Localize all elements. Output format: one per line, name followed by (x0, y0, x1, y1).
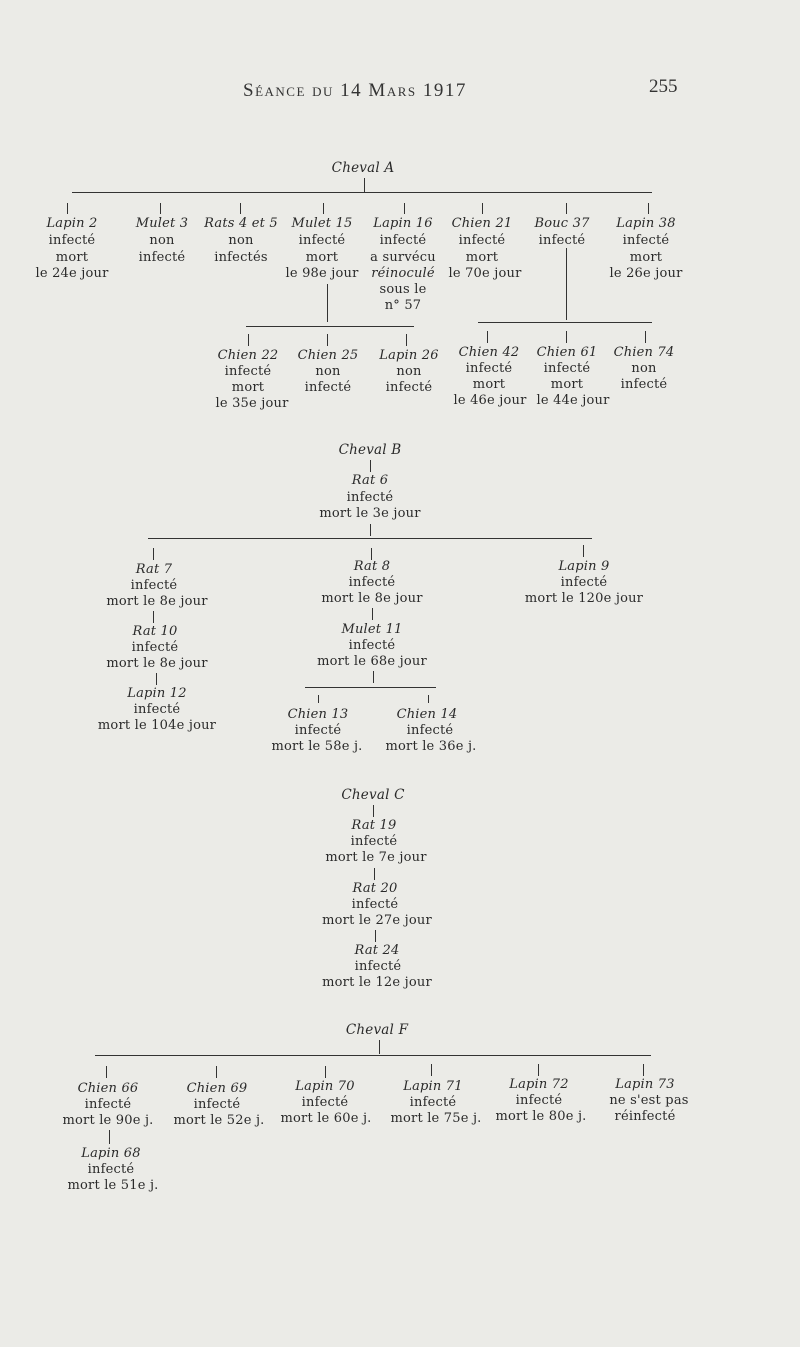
animal-name: Lapin 73 (615, 1077, 675, 1092)
status-text: mort (305, 250, 339, 265)
tick-line (240, 203, 241, 214)
status-text: non (315, 364, 341, 379)
root-label: Cheval F (345, 1022, 409, 1038)
status-text: infecté (84, 1097, 132, 1112)
tick-line (318, 695, 319, 703)
status-text: mort le 90e j. (62, 1113, 154, 1128)
running-header: Séance du 14 Mars 1917 (243, 80, 467, 101)
tick-line (643, 1064, 644, 1076)
connector-line (372, 608, 373, 620)
tick-line (216, 1066, 217, 1078)
connector-line (374, 868, 375, 880)
animal-name: Lapin 71 (403, 1079, 463, 1094)
status-text: infecté (620, 377, 668, 392)
tick-line (566, 331, 567, 343)
animal-name: Lapin 12 (127, 686, 187, 701)
animal-name: Chien 14 (396, 707, 458, 722)
status-text: infecté (379, 233, 427, 248)
status-text: mort (231, 380, 265, 395)
connector-line (364, 178, 365, 193)
status-text: infecté (131, 640, 179, 655)
status-text: mort le 27e jour (322, 913, 432, 928)
animal-name: Rat 20 (352, 881, 398, 896)
animal-name: Rat 6 (351, 473, 389, 488)
status-text: infecté (538, 233, 586, 248)
status-text: mort (550, 377, 584, 392)
status-text: infecté (622, 233, 670, 248)
tick-line (645, 331, 646, 343)
tick-line (538, 1064, 539, 1076)
animal-name: Chien 74 (613, 345, 675, 360)
status-text: infecté (560, 575, 608, 590)
animal-name: Mulet 3 (135, 216, 189, 231)
animal-name: Bouc 37 (534, 216, 590, 231)
status-text: le 24e jour (35, 266, 109, 281)
animal-name: Chien 13 (287, 707, 349, 722)
tick-line (404, 203, 405, 214)
tick-line (487, 331, 488, 343)
status-text: infecté (193, 1097, 241, 1112)
status-text: le 26e jour (609, 266, 683, 281)
animal-name: Lapin 68 (81, 1146, 141, 1161)
animal-name: Lapin 72 (509, 1077, 569, 1092)
animal-name: Chien 66 (77, 1081, 139, 1096)
page-number: 255 (649, 76, 678, 97)
status-text: mort (472, 377, 506, 392)
status-text: mort le 12e jour (322, 975, 432, 990)
animal-name: Rat 19 (351, 818, 397, 833)
status-text: mort le 7e jour (325, 850, 427, 865)
status-text: infectés (214, 250, 268, 265)
connector-line (370, 524, 371, 536)
status-text: réinoculé (371, 266, 435, 281)
tick-line (583, 545, 584, 557)
animal-name: Mulet 15 (291, 216, 353, 231)
status-text: non (396, 364, 422, 379)
status-text: infecté (294, 723, 342, 738)
connector-line (373, 805, 374, 817)
tick-line (106, 1066, 107, 1078)
status-text: infecté (87, 1162, 135, 1177)
tick-line (248, 334, 249, 346)
status-text: infecté (138, 250, 186, 265)
animal-name: Rats 4 et 5 (204, 216, 278, 231)
status-text: ne s'est pas (609, 1093, 689, 1108)
animal-name: Chien 21 (451, 216, 513, 231)
status-text: mort le 75e j. (390, 1111, 482, 1126)
animal-name: Rat 24 (354, 943, 400, 958)
status-text: non (149, 233, 175, 248)
animal-name: Chien 22 (217, 348, 279, 363)
status-text: le 35e jour (215, 396, 289, 411)
status-text: infecté (48, 233, 96, 248)
status-text: sous le (379, 282, 427, 297)
status-text: n° 57 (384, 298, 422, 313)
status-text: mort (465, 250, 499, 265)
branch-line (305, 687, 436, 688)
status-text: mort le 36e j. (385, 739, 477, 754)
tick-line (160, 203, 161, 214)
branch-line (478, 322, 652, 323)
branch-line (72, 192, 652, 193)
status-text: infecté (351, 897, 399, 912)
animal-name: Lapin 38 (616, 216, 676, 231)
status-text: infecté (409, 1095, 457, 1110)
status-text: infecté (350, 834, 398, 849)
status-text: le 98e jour (285, 266, 359, 281)
animal-name: Rat 7 (135, 562, 173, 577)
connector-line (153, 611, 154, 623)
connector-line (375, 930, 376, 942)
status-text: mort le 104e jour (97, 718, 217, 733)
status-text: mort (629, 250, 663, 265)
status-text: mort le 8e jour (106, 594, 208, 609)
status-text: infecté (301, 1095, 349, 1110)
status-text: infecté (130, 578, 178, 593)
status-text: mort le 58e j. (271, 739, 363, 754)
status-text: mort le 60e j. (280, 1111, 372, 1126)
tick-line (323, 203, 324, 214)
status-text: infecté (354, 959, 402, 974)
tick-line (482, 203, 483, 214)
animal-name: Lapin 9 (558, 559, 610, 574)
animal-name: Rat 10 (132, 624, 178, 639)
connector-line (566, 248, 567, 320)
status-text: infecté (385, 380, 433, 395)
status-text: mort le 52e j. (173, 1113, 265, 1128)
status-text: infecté (348, 575, 396, 590)
status-text: infecté (133, 702, 181, 717)
tick-line (406, 334, 407, 346)
status-text: infecté (304, 380, 352, 395)
connector-line (109, 1130, 110, 1144)
status-text: mort le 8e jour (106, 656, 208, 671)
tick-line (431, 1064, 432, 1076)
tick-line (327, 334, 328, 346)
status-text: le 46e jour (453, 393, 527, 408)
tick-line (67, 203, 68, 214)
tick-line (566, 203, 567, 214)
animal-name: Rat 8 (353, 559, 391, 574)
status-text: non (631, 361, 657, 376)
animal-name: Chien 25 (297, 348, 359, 363)
status-text: infecté (298, 233, 346, 248)
status-text: infecté (543, 361, 591, 376)
status-text: infecté (465, 361, 513, 376)
status-text: le 44e jour (536, 393, 610, 408)
animal-name: Chien 61 (536, 345, 598, 360)
status-text: le 70e jour (448, 266, 522, 281)
status-text: mort le 8e jour (321, 591, 423, 606)
status-text: infecté (406, 723, 454, 738)
status-text: mort (55, 250, 89, 265)
tick-line (153, 548, 154, 560)
root-label: Cheval A (331, 160, 395, 176)
animal-name: Chien 42 (458, 345, 520, 360)
status-text: a survécu (370, 250, 436, 265)
connector-line (156, 673, 157, 685)
status-text: mort le 80e j. (495, 1109, 587, 1124)
tick-line (325, 1066, 326, 1078)
connector-line (370, 460, 371, 472)
status-text: infecté (515, 1093, 563, 1108)
animal-name: Lapin 26 (379, 348, 439, 363)
animal-name: Lapin 70 (295, 1079, 355, 1094)
status-text: infecté (458, 233, 506, 248)
branch-line (95, 1055, 651, 1056)
status-text: infecté (348, 638, 396, 653)
status-text: mort le 68e jour (317, 654, 427, 669)
branch-line (246, 326, 414, 327)
status-text: infecté (346, 490, 394, 505)
connector-line (327, 284, 328, 322)
root-label: Cheval B (338, 442, 402, 458)
tick-line (428, 695, 429, 703)
animal-name: Lapin 2 (46, 216, 98, 231)
status-text: infecté (224, 364, 272, 379)
status-text: non (228, 233, 254, 248)
animal-name: Chien 69 (186, 1081, 248, 1096)
status-text: réinfecté (614, 1109, 676, 1124)
root-label: Cheval C (341, 787, 405, 803)
connector-line (379, 1040, 380, 1054)
status-text: mort le 120e jour (524, 591, 644, 606)
status-text: mort le 3e jour (319, 506, 421, 521)
status-text: mort le 51e j. (67, 1178, 159, 1193)
branch-line (148, 538, 592, 539)
animal-name: Mulet 11 (341, 622, 403, 637)
animal-name: Lapin 16 (373, 216, 433, 231)
tick-line (648, 203, 649, 214)
connector-line (373, 671, 374, 683)
